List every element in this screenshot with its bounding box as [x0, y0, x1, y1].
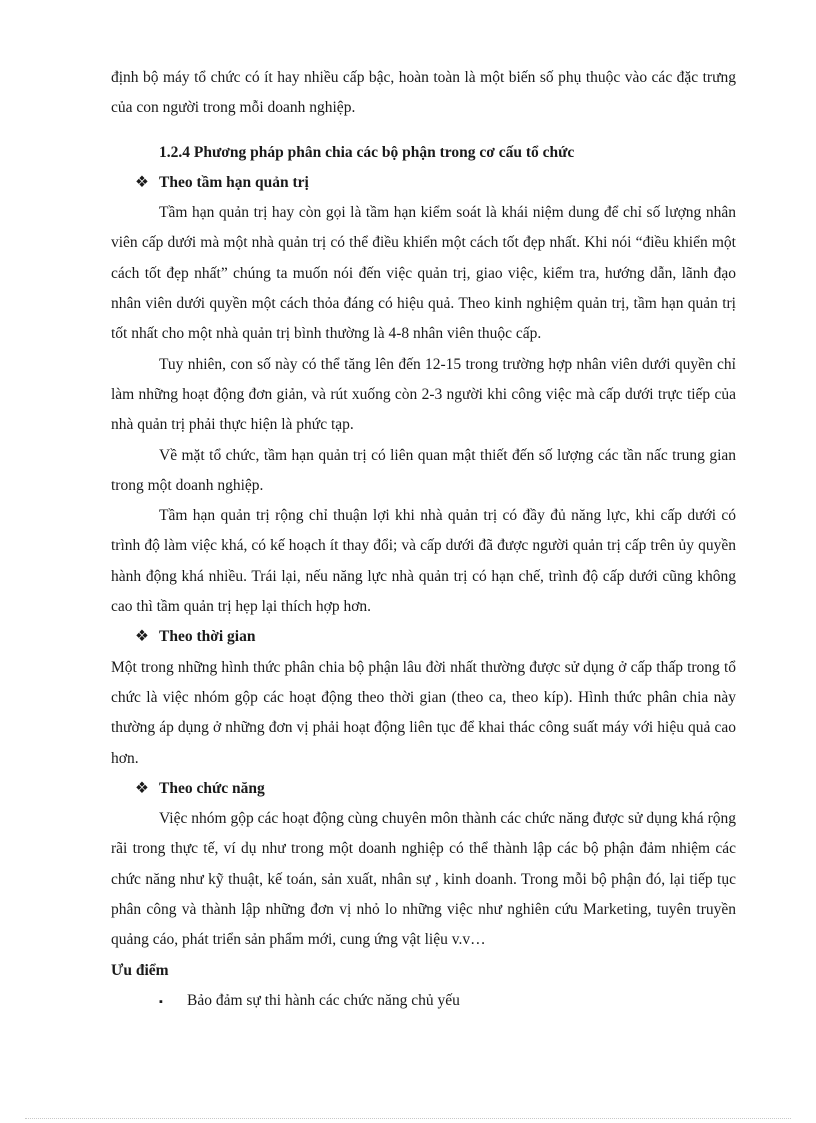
paragraph: Việc nhóm gộp các hoạt động cùng chuyên môn thành các chức năng được sử dụng khá rộng rãi trong thực tế, ví dụ như trong một doanh nghiệp có thể thành lập các bộ phận đảm nhiệm các chức năng như kỹ thuật, kế toán, sản xuất, nhân sự , kinh doanh. Trong mỗi bộ phận đó, lại tiếp tục phân công và thành lập những đơn vị nhỏ lo những việc như nghiên cứu Marketing, tuyên truyền quảng cáo, phát triển sản phẩm mới, cung ứng vật liệu v.v…	[111, 810, 736, 949]
list-item	[111, 986, 736, 1017]
paragraph: Tầm hạn quản trị hay còn gọi là tầm hạn kiểm soát là khái niệm dung để chỉ số lượng nhân viên cấp dưới mà một nhà quản trị có thể điều khiển một cách tốt đẹp nhất. Khi nói “điều khiển một cách tốt đẹp nhất” chúng ta muốn nói đến việc quản trị, giao việc, kiểm tra, hướng dẫn, lãnh đạo nhân viên dưới quyền một cách thỏa đáng có hiệu quả. Theo kinh nghiệm quản trị, tầm hạn quản trị tốt nhất cho một nhà quản trị bình thường là 4-8 nhân viên thuộc cấp.	[111, 204, 736, 343]
paragraph: Tuy nhiên, con số này có thể tăng lên đến 12-15 trong trường hợp nhân viên dưới quyền chỉ làm những hoạt động đơn giản, và rút xuống còn 2-3 người khi công việc mà cấp dưới trực tiếp của nhà quản trị phải thực hiện là phức tạp.	[111, 355, 736, 434]
subheading-span-of-control	[111, 168, 736, 198]
square-bullet-icon: ▪	[159, 995, 163, 1008]
subheading-label: Theo thời gian	[159, 628, 256, 646]
diamond-bullet-icon: ❖	[135, 628, 149, 646]
paragraph: Về mặt tổ chức, tầm hạn quản trị có liên quan mật thiết đến số lượng các tần nấc trung gian trong một doanh nghiệp.	[111, 446, 736, 494]
subheading-by-time	[111, 622, 736, 652]
advantages-heading: Ưu điểm	[111, 961, 169, 979]
paragraph: Tầm hạn quản trị rộng chỉ thuận lợi khi nhà quản trị có đầy đủ năng lực, khi cấp dưới có trình độ làm việc khá, có kế hoạch ít thay đổi; và cấp dưới đã được người quản trị cấp trên ủy quyền hành động khá nhiều. Trái lại, nếu năng lực nhà quản trị có hạn chế, trình độ cấp dưới cũng không cao thì tầm quản trị hẹp lại thích hợp hơn.	[111, 507, 736, 616]
paragraph-continuation: định bộ máy tổ chức có ít hay nhiều cấp bậc, hoàn toàn là một biến số phụ thuộc vào các đặc trưng của con người trong mỗi doanh nghiệp.	[111, 69, 736, 117]
list-item-text: Bảo đảm sự thi hành các chức năng chủ yếu	[187, 991, 460, 1009]
section-heading: 1.2.4 Phương pháp phân chia các bộ phận trong cơ cấu tổ chức	[159, 143, 575, 161]
diamond-bullet-icon: ❖	[135, 779, 149, 797]
document-body	[111, 63, 736, 1017]
paragraph: Một trong những hình thức phân chia bộ phận lâu đời nhất thường được sử dụng ở cấp thấp trong tổ chức là việc nhóm gộp các hoạt động theo thời gian (theo ca, theo kíp). Hình thức phân chia này thường áp dụng ở những đơn vị phải hoạt động liên tục để khai thác công suất máy với hiệu quả cao hơn.	[111, 658, 736, 767]
diamond-bullet-icon: ❖	[135, 173, 149, 191]
subheading-label: Theo tầm hạn quản trị	[159, 173, 309, 191]
subheading-by-function	[111, 774, 736, 804]
page-bottom-divider	[25, 1118, 791, 1119]
subheading-label: Theo chức năng	[159, 779, 265, 797]
